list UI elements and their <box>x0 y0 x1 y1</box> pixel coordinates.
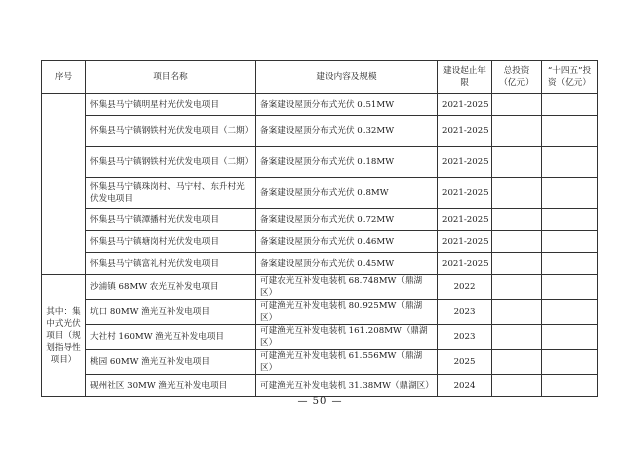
plan-investment-cell <box>542 325 598 350</box>
plan-investment-cell <box>542 300 598 325</box>
project-name-cell: 怀集县马宁镇珠岗村、马宁村、东升村光伏发电项目 <box>86 178 256 209</box>
header-project-name: 项目名称 <box>86 61 256 94</box>
table-row <box>42 325 598 350</box>
period-cell: 2025 <box>438 350 492 375</box>
seq-cell-blank <box>42 94 86 275</box>
total-investment-cell <box>492 209 542 231</box>
total-investment-cell <box>492 375 542 397</box>
content-cell: 备案建设屋顶分布式光伏 0.32MW <box>256 116 438 147</box>
plan-investment-cell <box>542 375 598 397</box>
content-cell: 可建渔光互补发电装机 61.556MW（鼎湖区） <box>256 350 438 375</box>
total-investment-cell <box>492 178 542 209</box>
plan-investment-cell <box>542 209 598 231</box>
table-row <box>42 147 598 178</box>
project-name-cell: 桃园 60MW 渔光互补发电项目 <box>86 350 256 375</box>
plan-investment-cell <box>542 116 598 147</box>
table-row <box>42 231 598 253</box>
period-cell: 2022 <box>438 275 492 300</box>
project-name-cell: 怀集县马宁镇明星村光伏发电项目 <box>86 94 256 116</box>
project-name-cell: 砚州社区 30MW 渔光互补发电项目 <box>86 375 256 397</box>
content-cell: 备案建设屋顶分布式光伏 0.51MW <box>256 94 438 116</box>
content-cell: 可建渔光互补发电装机 31.38MW（鼎湖区） <box>256 375 438 397</box>
period-cell: 2024 <box>438 375 492 397</box>
period-cell: 2021-2025 <box>438 147 492 178</box>
total-investment-cell <box>492 275 542 300</box>
total-investment-cell <box>492 94 542 116</box>
project-name-cell: 坑口 80MW 渔光互补发电项目 <box>86 300 256 325</box>
project-table <box>41 60 598 397</box>
header-total-investment: 总投资（亿元） <box>492 61 542 94</box>
total-investment-cell <box>492 350 542 375</box>
table-row <box>42 350 598 375</box>
section-label-cell: 其中：集中式光伏项目（规划指导性项目） <box>42 275 86 397</box>
content-cell: 备案建设屋顶分布式光伏 0.18MW <box>256 147 438 178</box>
plan-investment-cell <box>542 253 598 275</box>
period-cell: 2021-2025 <box>438 231 492 253</box>
total-investment-cell <box>492 116 542 147</box>
header-plan-investment: “十四五”投资（亿元） <box>542 61 598 94</box>
content-cell: 可建渔光互补发电装机 161.208MW（鼎湖区） <box>256 325 438 350</box>
period-cell: 2021-2025 <box>438 209 492 231</box>
table-row <box>42 116 598 147</box>
period-cell: 2021-2025 <box>438 253 492 275</box>
plan-investment-cell <box>542 178 598 209</box>
total-investment-cell <box>492 325 542 350</box>
table-row <box>42 209 598 231</box>
period-cell: 2021-2025 <box>438 178 492 209</box>
content-cell: 备案建设屋顶分布式光伏 0.8MW <box>256 178 438 209</box>
content-cell: 可建农光互补发电装机 68.748MW（鼎湖区） <box>256 275 438 300</box>
plan-investment-cell <box>542 231 598 253</box>
period-cell: 2023 <box>438 325 492 350</box>
period-cell: 2021-2025 <box>438 116 492 147</box>
project-name-cell: 沙浦镇 68MW 农光互补发电项目 <box>86 275 256 300</box>
table-header-row <box>42 61 598 94</box>
plan-investment-cell <box>542 147 598 178</box>
project-name-cell: 大社村 160MW 渔光互补发电项目 <box>86 325 256 350</box>
period-cell: 2023 <box>438 300 492 325</box>
plan-investment-cell <box>542 94 598 116</box>
page-number: — 50 — <box>297 396 343 407</box>
table-row <box>42 253 598 275</box>
plan-investment-cell <box>542 350 598 375</box>
content-cell: 备案建设屋顶分布式光伏 0.45MW <box>256 253 438 275</box>
total-investment-cell <box>492 147 542 178</box>
header-seq: 序号 <box>42 61 86 94</box>
table-row <box>42 275 598 300</box>
period-cell: 2021-2025 <box>438 94 492 116</box>
project-name-cell: 怀集县马宁镇塘岗村光伏发电项目 <box>86 231 256 253</box>
table-row <box>42 94 598 116</box>
header-content-scale: 建设内容及规模 <box>256 61 438 94</box>
header-period: 建设起止年限 <box>438 61 492 94</box>
total-investment-cell <box>492 300 542 325</box>
total-investment-cell <box>492 231 542 253</box>
project-name-cell: 怀集县马宁镇钢铁村光伏发电项目（二期） <box>86 116 256 147</box>
total-investment-cell <box>492 253 542 275</box>
project-name-cell: 怀集县马宁镇富礼村光伏发电项目 <box>86 253 256 275</box>
project-name-cell: 怀集县马宁镇钢铁村光伏发电项目（二期） <box>86 147 256 178</box>
table-row <box>42 178 598 209</box>
project-name-cell: 怀集县马宁镇潭播村光伏发电项目 <box>86 209 256 231</box>
content-cell: 备案建设屋顶分布式光伏 0.72MW <box>256 209 438 231</box>
plan-investment-cell <box>542 275 598 300</box>
table-row <box>42 300 598 325</box>
content-cell: 可建渔光互补发电装机 80.925MW（鼎湖区） <box>256 300 438 325</box>
table-row <box>42 375 598 397</box>
content-cell: 备案建设屋顶分布式光伏 0.46MW <box>256 231 438 253</box>
